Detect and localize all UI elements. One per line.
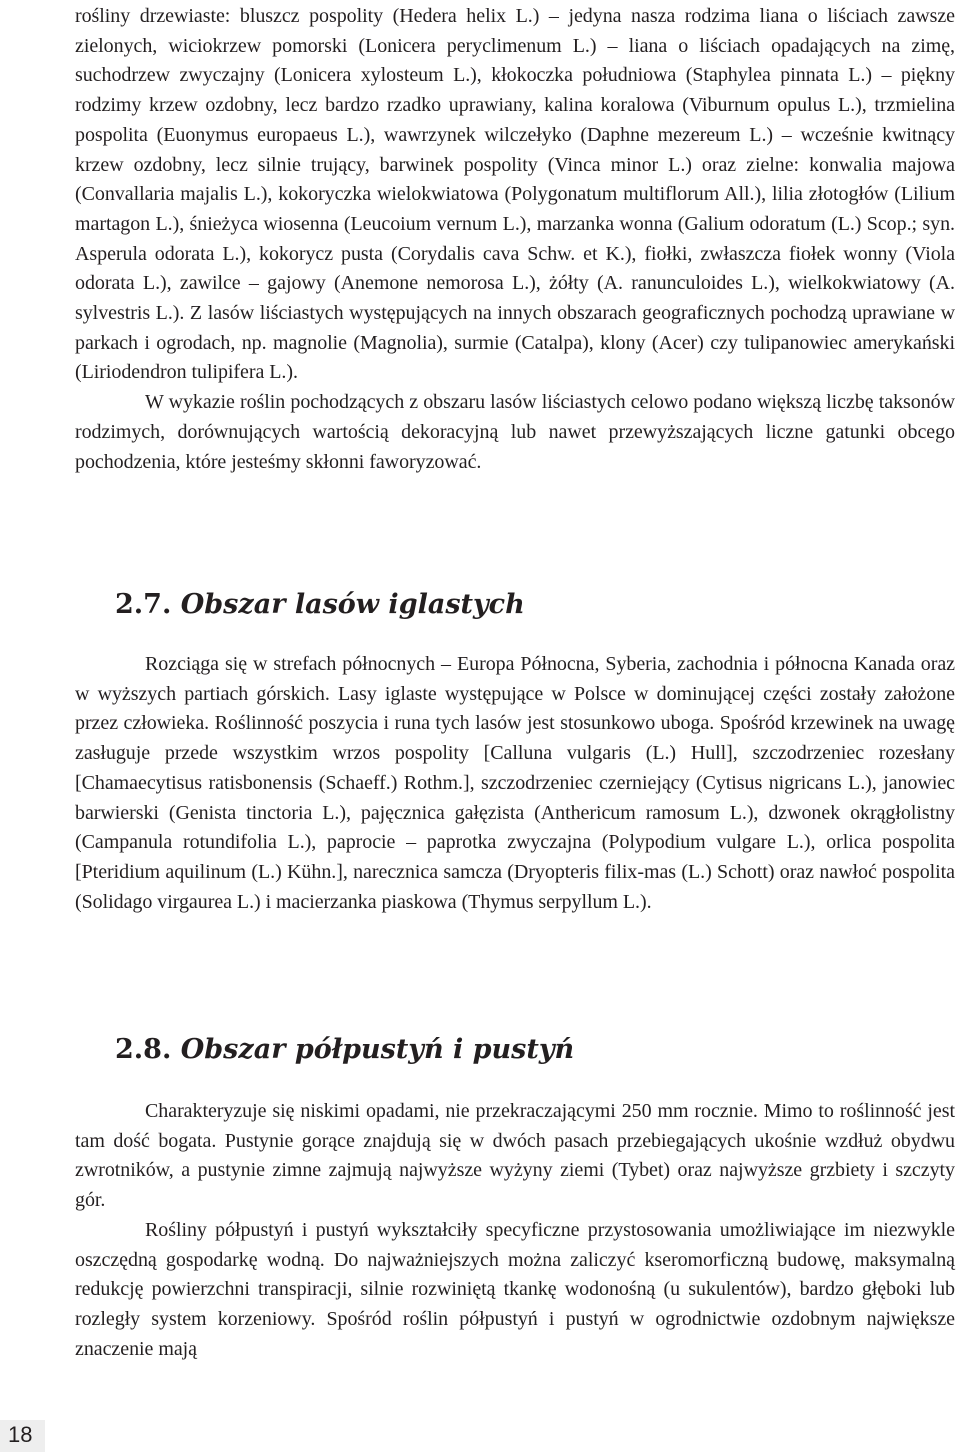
section-number: 2.7. — [115, 589, 172, 620]
section-2-8-text — [75, 1097, 955, 1364]
section-number: 2.8. — [115, 1034, 172, 1065]
body-paragraph: rośliny drzewiaste: bluszcz pospolity (Hedera helix L.) – jedyna nasza rodzima liana o liściach zawsze zielonych, wiciokrzew pomorski (Lonicera peryclimenum L.) – liana o liściach opadających na zimę, suchodrzew zwyczajny (Lonicera xylosteum L.), kłokoczka południowa (Staphylea pinnata L.) – piękny rodzimy krzew ozdobny, lecz bardzo rzadko uprawiany, kalina koralowa (Viburnum opulus L.), trzmielina pospolita (Euonymus europaeus L.), wawrzynek wilczełyko (Daphne mezereum L.) – wcześnie kwitnący krzew ozdobny, lecz silnie trujący, barwinek pospolity (Vinca minor L.) oraz zielne: konwalia majowa (Convallaria majalis L.), kokoryczka wielokwiatowa (Polygonatum multiflorum All.), lilia złotogłów (Lilium martagon L.), śnieżyca wiosenna (Leucoium vernum L.), marzanka wonna (Galium odoratum (L.) Scop.; syn. Asperula odorata L.), kokorycz pusta (Corydalis cava Schw. et K.), fiołki, zwłaszcza fiołek wonny (Viola odorata L.), zawilce – gajowy (Anemone nemorosa L.), żółty (A. ranunculoides L.), wielkokwiatowy (A. sylvestris L.). Z lasów liściastych występujących na innych obszarach geograficznych pochodzą uprawiane w parkach i ogrodach, np. magnolie (Magnolia), surmie (Catalpa), klony (Acer) czy tulipanowiec amerykański (Liriodendron tulipifera L.). — [75, 5, 955, 384]
body-paragraph: Rozciąga się w strefach północnych – Europa Północna, Syberia, zachodnia i północna Kanada oraz w wyższych partiach górskich. Lasy iglaste występujące w Polsce w dominującej części zostały założone przez człowieka. Roślinność poszycia i runa tych lasów jest stosunkowo uboga. Spośród krzewinek na uwagę zasługuje przede wszystkim wrzos pospolity [Calluna vulgaris (L.) Hull], szczodrzeniec rozesłany [Chamaecytisus ratisbonensis (Schaeff.) Rothm.], szczodrzeniec czerniejący (Cytisus nigricans L.), janowiec barwierski (Genista tinctoria L.), pajęcznica gałęzista (Anthericum ramosum L.), dzwonek okrągłolistny (Campanula rotundifolia L.), paprocie – paprotka zwyczajna (Polypodium vulgare L.), orlica pospolita [Pteridium aquilinum (L.) Kühn.], narecznica samcza (Dryopteris filix-mas (L.) Schott) oraz nawłoć pospolita (Solidago virgaurea L.) i macierzanka piaskowa (Thymus serpyllum L.). — [75, 653, 955, 913]
section-title: Obszar półpustyń i pustyń — [180, 1034, 575, 1065]
section-heading-2-7 — [115, 588, 525, 622]
section-2-7-text — [75, 650, 955, 917]
top-text-block — [75, 2, 955, 477]
section-heading-2-8 — [115, 1033, 574, 1067]
body-paragraph: Rośliny półpustyń i pustyń wykształciły specyficzne przystosowania umożliwiające im niezwykle oszczędną gospodarkę wodną. Do najważniejszych można zaliczyć kseromorficzną budowę, maksymalną redukcję powierzchni transpiracji, silnie rozwiniętą tkankę wodonośną (u sukulentów), bardzo głęboki lub rozległy system korzeniowy. Spośród roślin półpustyń i pustyń w ogrodnictwie ozdobnym największe znaczenie mają — [75, 1218, 955, 1360]
page-number-tab — [0, 1420, 45, 1452]
page-number: 18 — [8, 1422, 33, 1447]
body-paragraph: W wykazie roślin pochodzących z obszaru lasów liściastych celowo podano większą liczbę taksonów rodzimych, dorównujących wartością dekoracyjną lub nawet przewyższających liczne gatunki obcego pochodzenia, które jesteśmy skłonni faworyzować. — [75, 391, 955, 473]
section-title: Obszar lasów iglastych — [180, 589, 525, 620]
body-paragraph: Charakteryzuje się niskimi opadami, nie przekraczającymi 250 mm rocznie. Mimo to roślinność jest tam dość bogata. Pustynie gorące znajdują się w dwóch pasach przebiegających ukośnie wzdłuż obydwu zwrotników, a pustynie zimne zajmują najwyższe wyżyny ziemi (Tybet) oraz najwyższe grzbiety i szczyty gór. — [75, 1100, 955, 1212]
